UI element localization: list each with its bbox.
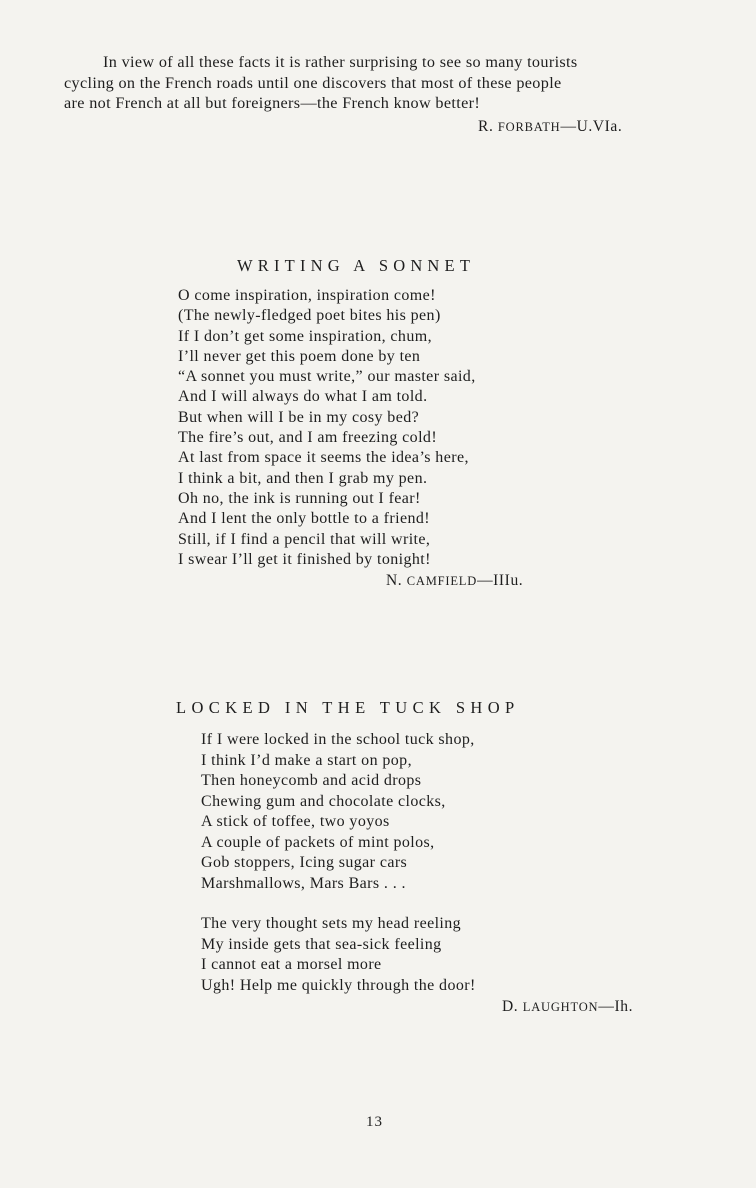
sonnet-title: WRITING A SONNET: [237, 256, 476, 275]
poem-line: The very thought sets my head reeling: [201, 915, 462, 932]
author-name: FORBATH: [497, 120, 561, 134]
poem-line: And I will always do what I am told.: [178, 388, 428, 406]
poem-line: My inside gets that sea-sick feeling: [201, 935, 442, 953]
poem-line: I think a bit, and then I grab my pen.: [178, 469, 428, 487]
poem-line: A stick of toffee, two yoyos: [201, 813, 390, 830]
poem-line: Oh no, the ink is running out I fear!: [178, 489, 421, 507]
poem-line: Still, if I find a pencil that will write,: [178, 530, 431, 548]
poem-line: “A sonnet you must write,” our master said,: [178, 368, 476, 386]
poem-line: But when will I be in my cosy bed?: [178, 408, 420, 426]
poem-line: I swear I’ll get it finished by tonight!: [178, 550, 431, 568]
author-form: —Ih.: [598, 998, 634, 1015]
sonnet-poem: [178, 286, 476, 570]
poem-line: I’ll never get this poem done by ten: [178, 347, 421, 365]
author-name: CAMFIELD: [406, 574, 478, 588]
poem-line: Marshmallows, Mars Bars . . .: [201, 874, 406, 892]
poem-line: Gob stoppers, Icing sugar cars: [201, 854, 408, 871]
poem-line: If I were locked in the school tuck shop,: [201, 731, 475, 748]
author-initial: N.: [386, 572, 403, 589]
tuckshop-title: LOCKED IN THE TUCK SHOP: [176, 698, 520, 717]
intro-line: In view of all these facts it is rather surprising to see so many tourists: [103, 53, 578, 71]
poem-line: (The newly-fledged poet bites his pen): [178, 307, 441, 325]
author-form: —IIIu.: [477, 572, 524, 589]
poem-line: I think I’d make a start on pop,: [201, 751, 412, 769]
tuckshop-author-signature: [502, 998, 633, 1016]
poem-line: Chewing gum and chocolate clocks,: [201, 792, 446, 810]
poem-line: Then honeycomb and acid drops: [201, 772, 422, 789]
sonnet-author-signature: [386, 572, 523, 590]
poem-line: Ugh! Help me quickly through the door!: [201, 976, 476, 994]
author-form: —U.VIa.: [560, 118, 623, 135]
tuckshop-stanza-1: [201, 730, 475, 894]
intro-line: cycling on the French roads until one discovers that most of these people: [64, 73, 562, 92]
author-initial: R.: [478, 118, 494, 135]
poem-line: I cannot eat a morsel more: [201, 956, 382, 973]
poem-line: At last from space it seems the idea’s here,: [178, 449, 469, 467]
intro-line: are not French at all but foreigners—the French know better!: [64, 94, 481, 112]
author-initial: D.: [502, 998, 519, 1015]
intro-author-signature: [478, 118, 622, 136]
poem-line: And I lent the only bottle to a friend!: [178, 510, 430, 528]
poem-line: If I don’t get some inspiration, chum,: [178, 327, 432, 345]
poem-line: A couple of packets of mint polos,: [201, 833, 435, 851]
page-number: 13: [366, 1114, 383, 1130]
author-name: LAUGHTON: [522, 1000, 599, 1014]
intro-paragraph: [64, 52, 692, 114]
poem-line: The fire’s out, and I am freezing cold!: [178, 429, 438, 447]
poem-line: O come inspiration, inspiration come!: [178, 287, 436, 304]
tuckshop-stanza-2: [201, 914, 476, 996]
